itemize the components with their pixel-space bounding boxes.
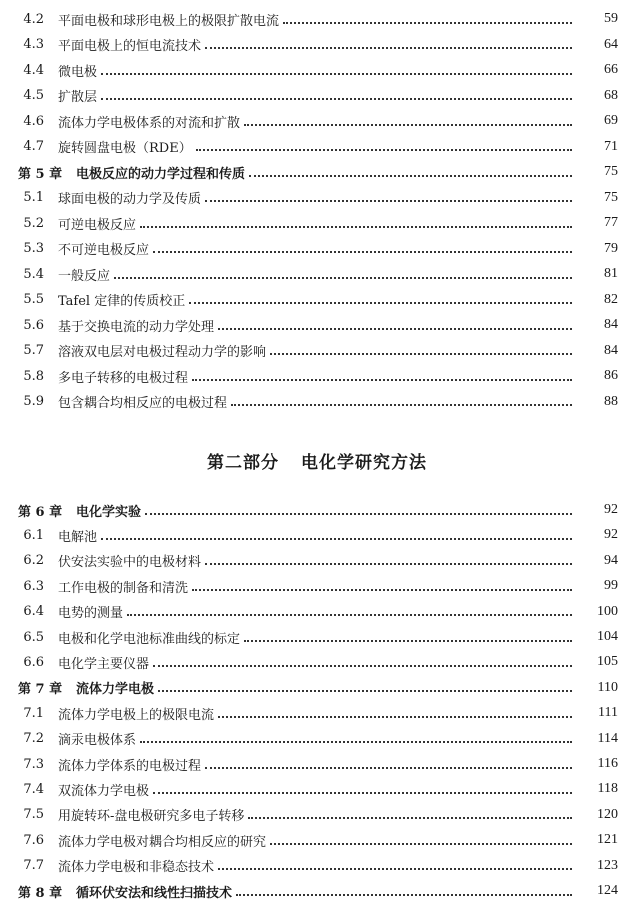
toc-entry-title: 电解池 [58,529,98,545]
toc-entry-title: 循环伏安法和线性扫描技术 [76,885,233,901]
toc-leader-dots [101,85,572,100]
toc-section-row [0,211,634,235]
toc-entry-title: 电化学主要仪器 [58,656,150,672]
toc-entry-title: 平面电极和球形电极上的极限扩散电流 [58,13,280,29]
part-heading [0,448,634,473]
toc-page-number: 77 [604,215,618,230]
toc-page-number: 75 [604,189,618,205]
toc-page-number: 71 [604,138,618,154]
toc-page-number: 99 [604,578,618,594]
toc-leader-dots [218,855,572,870]
toc-section-row [0,109,634,133]
toc-page-number: 64 [604,36,618,52]
toc-page-number: 116 [597,756,618,771]
toc-entry-number: 7.4 [23,781,44,797]
toc-leader-dots [114,264,572,279]
toc-entry-number: 4.5 [23,88,44,103]
toc-entry-title: 流体力学电极体系的对流和扩散 [58,115,241,131]
toc-page-number: 123 [597,857,618,873]
toc-entry-title: 用旋转环-盘电极研究多电子转移 [58,809,245,825]
toc-entry-number: 7.5 [23,807,44,823]
toc-entry-number: 第 5 章 [18,166,63,182]
toc-entry-number: 7.1 [23,705,44,721]
toc-entry-number: 7.6 [23,832,44,848]
toc-section-row [0,58,634,82]
toc-section-row [0,523,634,547]
toc-section-row [0,288,634,312]
toc-leader-dots [205,754,572,769]
toc-section-row [0,854,634,878]
toc-page-number: 59 [604,11,618,26]
toc-section-row [0,752,634,776]
toc-entry-number: 5.9 [23,394,44,409]
toc-entry-number: 6.1 [23,527,44,543]
toc-page-number: 121 [597,832,618,848]
toc-entry-title: 球面电极的动力学及传质 [58,192,202,207]
toc-leader-dots [127,601,572,616]
toc-leader-dots [145,500,572,515]
toc-entry-title: 滴汞电极体系 [58,733,137,749]
toc-chapter-row [0,676,634,700]
toc-entry-title: 伏安法实验中的电极材料 [58,555,202,571]
toc-entry-number: 6.4 [23,604,44,620]
toc-entry-number: 5.6 [23,317,44,333]
toc-page-number: 82 [604,291,618,307]
toc-entry-title: 电极反应的动力学过程和传质 [76,166,246,182]
toc-section-row [0,364,634,388]
toc-section-row [0,777,634,801]
toc-section-row [0,625,634,649]
toc-leader-dots [205,187,572,202]
toc-entry-title: 流体力学电极对耦合均相反应的研究 [58,834,267,850]
toc-entry-title: 溶液双电层对电极过程动力学的影响 [58,345,267,360]
toc-entry-title: 不可逆电极反应 [58,243,150,258]
toc-section-row [0,7,634,31]
toc-entry-number: 4.6 [23,113,44,129]
toc-entry-title: 包含耦合均相反应的电极过程 [58,396,228,411]
toc-entry-number: 4.3 [23,37,44,52]
toc-chapter-row [0,498,634,522]
toc-leader-dots [248,804,572,819]
toc-entry-title: 基于交换电流的动力学处理 [58,319,215,335]
toc-leader-dots [205,34,572,49]
toc-page-number: 68 [604,87,618,103]
toc-page-number: 86 [604,368,618,383]
part-label: 第二部分 [207,453,279,473]
toc-section-row [0,135,634,159]
toc-entry-number: 5.8 [23,368,44,384]
toc-page-number: 124 [597,883,618,898]
toc-entry-title: 电势的测量 [58,606,124,622]
toc-entry-title: 流体力学电极和非稳态技术 [58,860,215,876]
toc-entry-title: 流体力学电极 [76,682,155,698]
toc-entry-title: 电化学实验 [76,504,142,520]
toc-page-number: 79 [604,240,618,256]
toc-entry-title: 工作电极的制备和清洗 [58,580,189,596]
toc-page-number: 110 [597,679,618,695]
toc-entry-number: 5.5 [23,292,44,307]
toc-leader-dots [192,366,572,381]
toc-page-number: 100 [597,603,618,619]
toc-page-number: 88 [604,393,618,409]
toc-section-row [0,701,634,725]
toc-leader-dots [231,391,572,406]
toc-entry-number: 5.1 [23,190,44,205]
toc-leader-dots [158,677,572,692]
toc-page-number: 75 [604,164,618,179]
toc-page-number: 118 [597,781,618,797]
toc-leader-dots [140,213,572,228]
toc-section-row [0,828,634,852]
toc-entry-number: 4.7 [23,139,44,154]
toc-leader-dots [192,576,572,591]
toc-entry-title: 旋转圆盘电极（RDE） [58,141,192,156]
toc-leader-dots [196,136,572,151]
toc-section-row [0,390,634,414]
toc-leader-dots [244,111,572,126]
toc-page-number: 104 [597,629,618,644]
toc-entry-title: Tafel 定律的传质校正 [58,294,186,309]
toc-entry-title: 多电子转移的电极过程 [58,370,189,386]
toc-entry-title: 双流体力学电极 [58,783,150,799]
toc-entry-number: 6.5 [23,629,44,645]
toc-leader-dots [236,881,572,896]
toc-section-row [0,650,634,674]
toc-entry-number: 5.4 [23,266,44,282]
part-title: 电化学研究方法 [301,453,427,473]
toc-section-row [0,237,634,261]
toc-entry-number: 5.2 [23,215,44,231]
toc-section-row [0,313,634,337]
toc-page-number: 114 [597,730,618,746]
toc-entry-number: 4.2 [23,11,44,27]
toc-leader-dots [101,525,572,540]
toc-leader-dots [270,340,572,355]
toc-entry-number: 4.4 [23,62,44,78]
toc-page-number: 105 [597,654,618,670]
toc-chapter-row [0,160,634,184]
toc-section-row [0,600,634,624]
toc-page-number: 66 [604,62,618,77]
toc-page-number: 69 [604,113,618,128]
toc-entry-title: 微电极 [58,64,98,80]
toc-section-row [0,574,634,598]
toc-entry-number: 7.3 [23,756,44,772]
toc-section-row [0,33,634,57]
toc-section-row [0,727,634,751]
toc-entry-number: 5.3 [23,241,44,256]
toc-leader-dots [218,315,572,330]
toc-page-number: 120 [597,806,618,822]
toc-page-number: 84 [604,342,618,358]
toc-entry-number: 7.2 [23,731,44,747]
toc-entry-title: 一般反应 [58,268,111,284]
toc-leader-dots [189,289,572,304]
toc-section-row [0,186,634,210]
toc-leader-dots [218,703,572,718]
toc-entry-title: 电极和化学电池标准曲线的标定 [58,631,241,647]
toc-section-row [0,262,634,286]
toc-entry-title: 扩散层 [58,90,98,105]
toc-leader-dots [140,728,572,743]
toc-section-row [0,549,634,573]
toc-page-number: 84 [604,317,618,332]
toc-leader-dots [283,9,572,24]
toc-leader-dots [205,550,572,565]
toc-leader-dots [244,627,572,642]
toc-entry-number: 6.2 [23,553,44,569]
toc-section-row [0,84,634,108]
toc-entry-number: 6.3 [23,578,44,594]
toc-page-number: 92 [604,527,618,543]
toc-leader-dots [153,652,572,667]
toc-entry-title: 流体力学体系的电极过程 [58,758,202,774]
toc-entry-number: 第 7 章 [18,682,63,698]
toc-leader-dots [249,162,572,177]
toc-page-number: 92 [604,502,618,517]
toc-page-number: 94 [604,552,618,568]
toc-section-row [0,803,634,827]
toc-chapter-row [0,879,634,903]
toc-entry-title: 平面电极上的恒电流技术 [58,39,202,54]
toc-leader-dots [101,60,572,75]
toc-entry-number: 第 6 章 [18,504,63,520]
toc-section-row [0,339,634,363]
toc-page-number: 81 [604,266,618,281]
toc-entry-number: 第 8 章 [18,885,63,901]
toc-leader-dots [153,779,572,794]
toc-entry-title: 可逆电极反应 [58,217,137,233]
toc-entry-number: 6.6 [23,654,44,670]
toc-entry-number: 7.7 [23,858,44,874]
toc-leader-dots [153,238,572,253]
toc-leader-dots [270,830,572,845]
toc-entry-number: 5.7 [23,343,44,358]
toc-page-number: 111 [598,705,618,721]
toc-entry-title: 流体力学电极上的极限电流 [58,707,215,723]
